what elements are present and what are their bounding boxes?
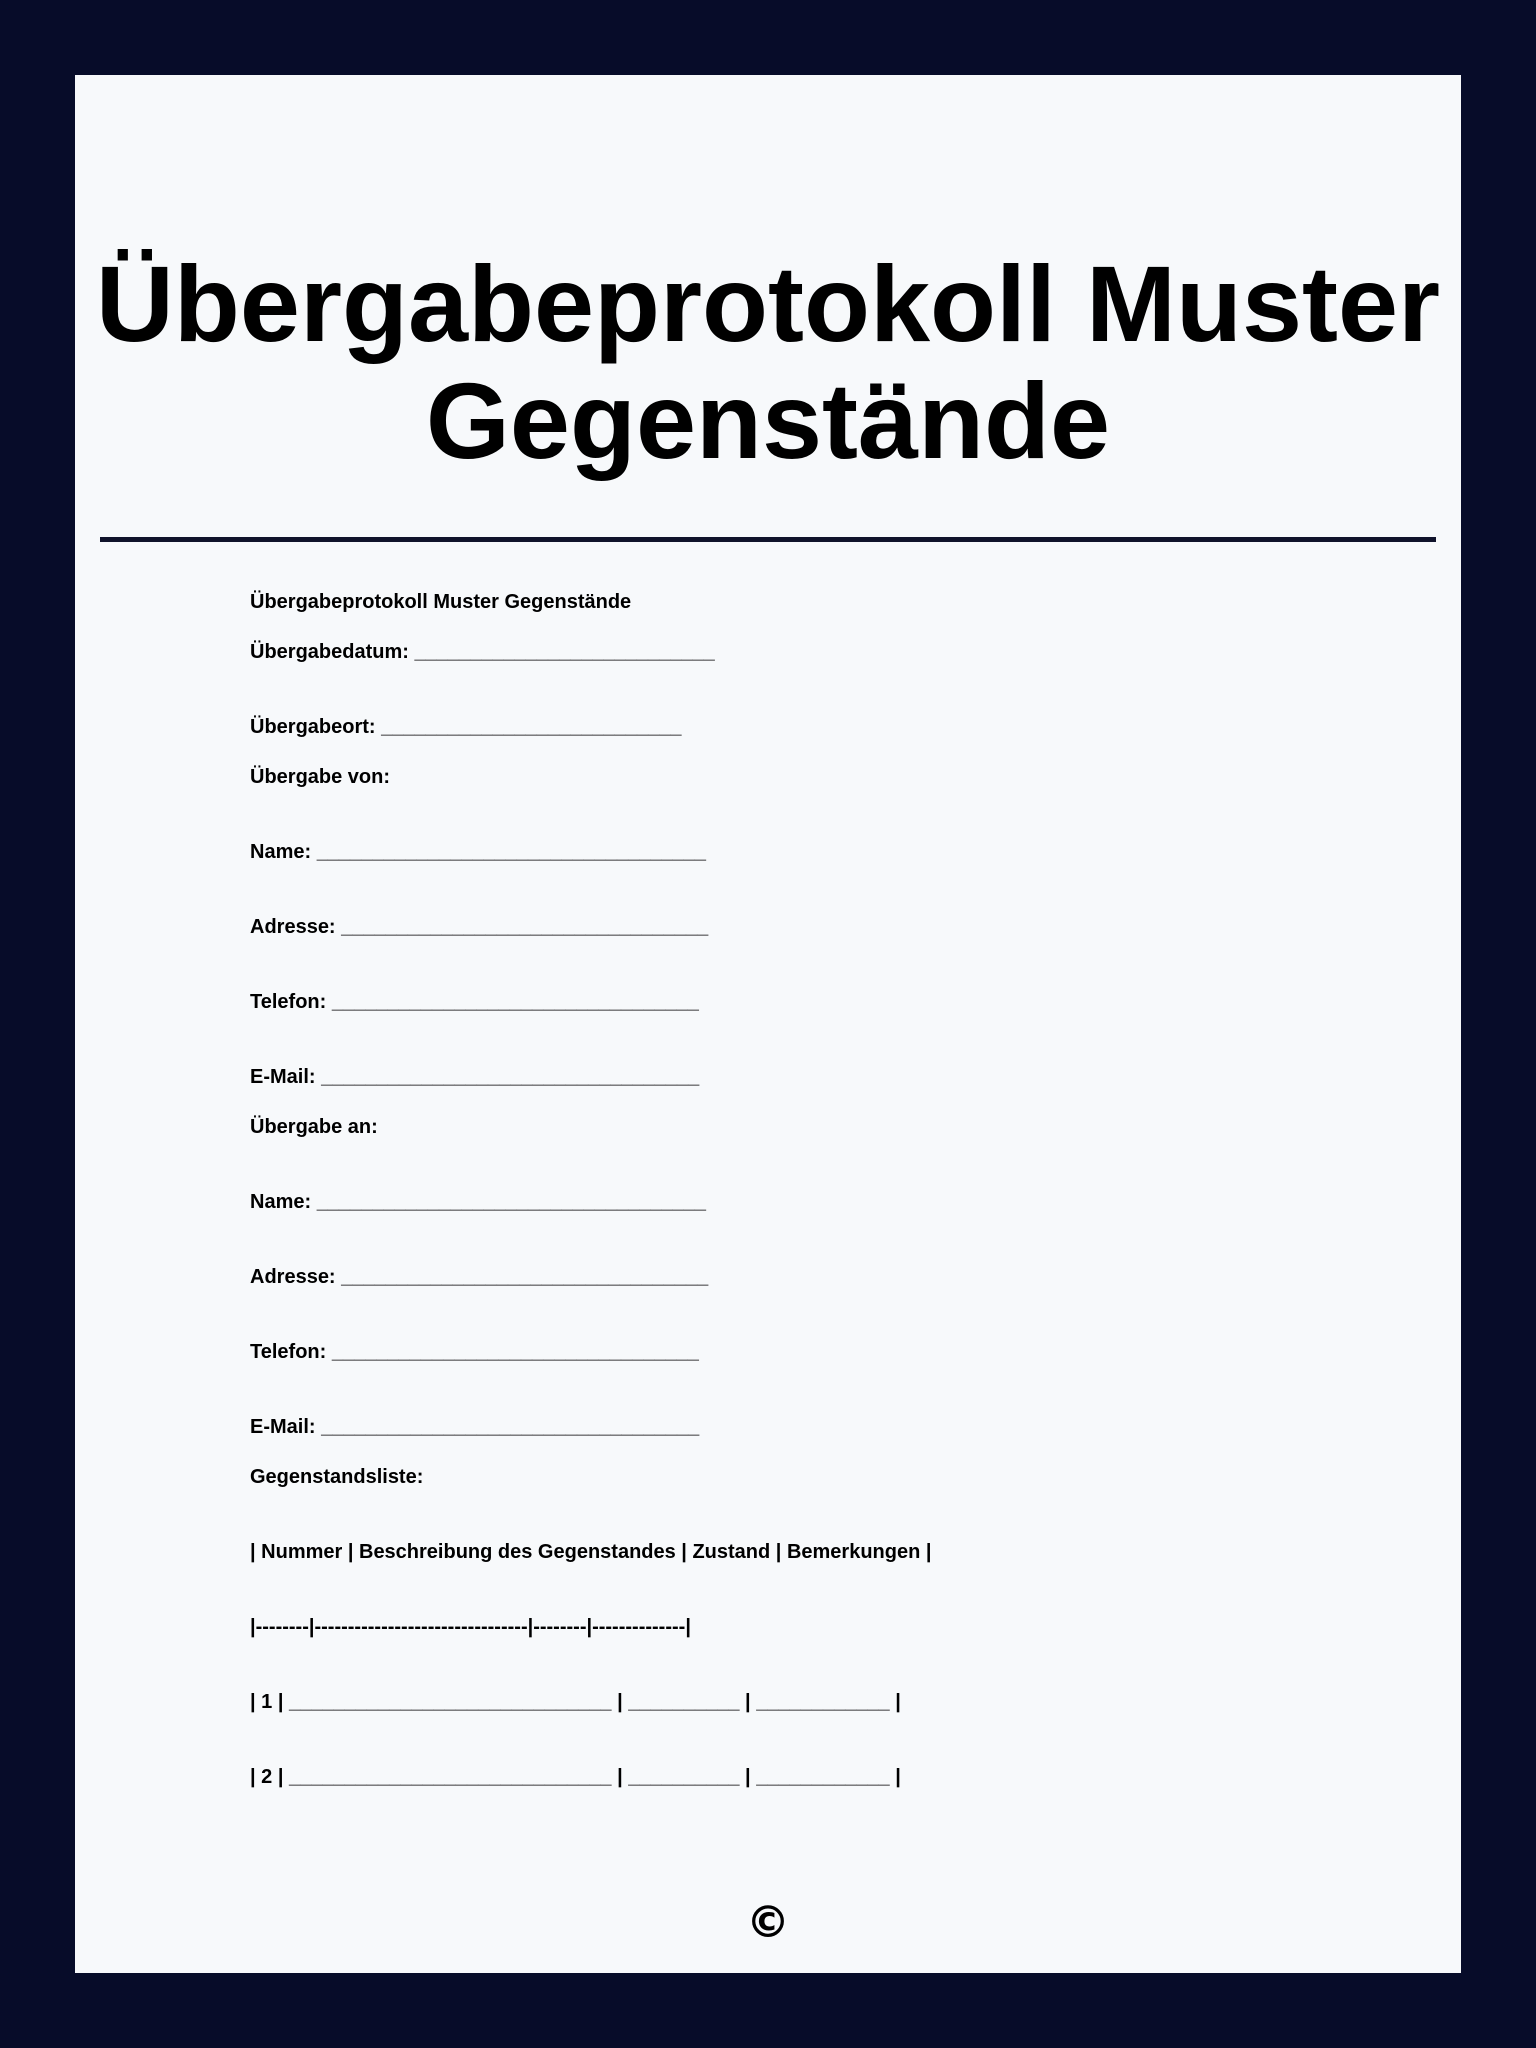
- to-address-line: Adresse: _________________________________: [250, 1266, 709, 1288]
- title-divider: [100, 537, 1436, 542]
- item-list-heading: Gegenstandsliste:: [250, 1466, 424, 1488]
- from-address-line: Adresse: _________________________________: [250, 916, 709, 938]
- item-table-header: | Nummer | Beschreibung des Gegenstandes | Zustand | Bemerkungen |: [250, 1541, 932, 1563]
- handover-date-line: Übergabedatum: ___________________________: [250, 641, 715, 663]
- document-title: Übergabeprotokoll Muster Gegenstände: [95, 243, 1441, 481]
- to-phone-line: Telefon: _________________________________: [250, 1341, 699, 1363]
- to-name-line: Name: ___________________________________: [250, 1191, 706, 1213]
- item-table-row-1: | 1 | _____________________________ | __________ | ____________ |: [250, 1691, 901, 1713]
- item-table-row-2: | 2 | _____________________________ | __________ | ____________ |: [250, 1766, 901, 1788]
- from-name-line: Name: ___________________________________: [250, 841, 706, 863]
- body-heading: Übergabeprotokoll Muster Gegenstände: [250, 591, 632, 613]
- from-phone-line: Telefon: _________________________________: [250, 991, 699, 1013]
- copyright-icon: ©: [746, 1897, 790, 1948]
- handover-from-heading: Übergabe von:: [250, 766, 391, 788]
- to-email-line: E-Mail: __________________________________: [250, 1416, 700, 1438]
- document-page: [75, 75, 1461, 1973]
- from-email-line: E-Mail: __________________________________: [250, 1066, 700, 1088]
- handover-to-heading: Übergabe an:: [250, 1116, 378, 1138]
- item-table-separator: |--------|--------------------------------|--------|--------------|: [250, 1616, 691, 1638]
- handover-place-line: Übergabeort: ___________________________: [250, 716, 682, 738]
